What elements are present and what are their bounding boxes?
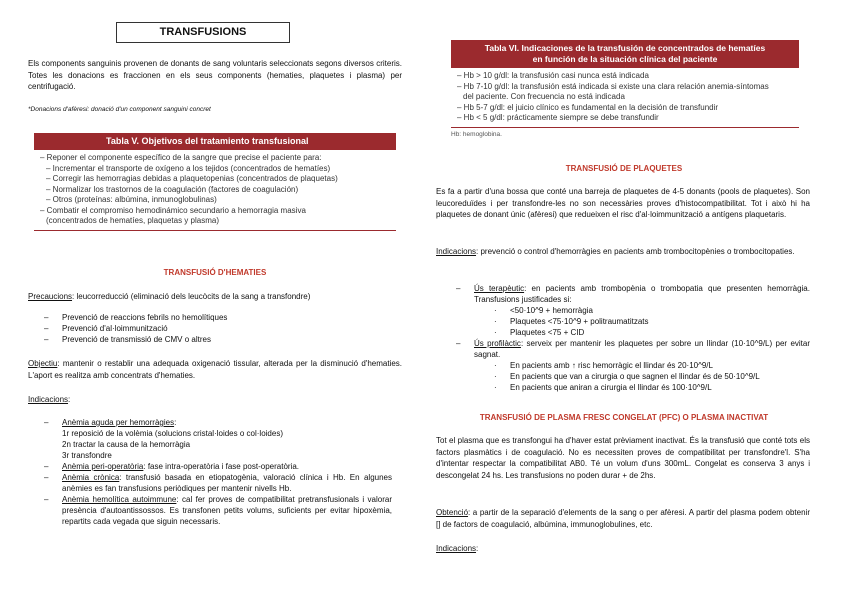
table-vi-line: – Hb > 10 g/dl: la transfusión casi nunca está indicada <box>457 71 649 80</box>
list-item: · Plaquetes <75 + CID <box>494 328 585 337</box>
plasma-paragraph: Tot el plasma que es transfongui ha d'haver estat prèviament inactivat. És la transfusió que conté tots els factors plasmàtics i de coagulació. No es necessiten proves de compatibilitat per transfondre'l. S'ha d'intentar respectar la compatibilitat AB0. Té un volum d'uns 300mL. Congelat es conserva 3 anys i descongelat 24 hs. Les transfusions no poden durar + de 2hs. <box>436 436 810 480</box>
plasma-heading: TRANSFUSIÓ DE PLASMA FRESC CONGELAT (PFC) O PLASMA INACTIVAT <box>479 413 769 422</box>
list-item: · En pacients que van a cirurgia o que sagnen el llindar és de 50·10^9/L <box>494 372 760 381</box>
table-vi <box>451 40 799 138</box>
list-item: 2n tractar la causa de la hemorràgia <box>62 440 191 449</box>
indicacions-list <box>44 417 392 527</box>
precaucions-label: Precaucions <box>28 292 73 301</box>
table-vi-line: – Hb 7-10 g/dl: la transfusión está indicada si existe una clara relación anemia-síntomas <box>457 81 769 91</box>
table-vi-line: del paciente. Con frecuencia no está indicada <box>463 92 625 101</box>
precaucions-text: : leucorreducció (eliminació dels leucòcits de la sang a transfondre) <box>72 292 311 301</box>
table-v-line: (concentrados de hematíes, plaquetas y plasma) <box>46 216 219 225</box>
plaquetes-indicacions: Indicacions: prevenció o control d'hemorràgies en pacients amb trombocitopènies o trombocitopaties. <box>436 247 795 256</box>
plasma-indicacions: Indicacions: <box>436 544 479 553</box>
plaquetes-paragraph: Es fa a partir d'una bossa que conté una barreja de plaquetes de 4-5 donants (pools de plaquetes). Son leucoreduïdes i per transfondre-les no son necessàries proves d'histocompatibilitat. Tot i això hi ha plaquetes de donant únic (afèresi) que redueixen el risc d'al·loimmunització a antígens plaquetaris. <box>436 187 810 219</box>
list-item: – Prevenció de transmissió de CMV o altres <box>44 335 211 344</box>
table-v-line: – Incrementar el transporte de oxígeno a los tejidos (concentrados de hematíes) <box>46 163 331 173</box>
list-item: – Anèmia peri-operatòria: fase intra-operatòria i fase post-operatòria. <box>44 462 300 471</box>
objectiu-label: Objectiu <box>28 359 58 368</box>
footnote: *Donacions d'afèresi: donació d'un component sanguini concret <box>28 106 211 113</box>
list-item: – Ús profilàctic: serveix per mantenir les plaquetes per sobre un llindar (10·10^9/L) per evitar sagnat. <box>456 339 811 359</box>
table-v-line: – Reponer el componente específico de la sangre que precise el paciente para: <box>40 153 322 162</box>
indicacions-hematies: Indicacions: <box>28 395 71 404</box>
list-item: – Prevenció d'al·loimmunització <box>44 324 168 333</box>
precaucions <box>28 291 402 303</box>
table-v-line: – Combatir el compromiso hemodinámico secundario a hemorragia masiva <box>40 205 306 215</box>
plasma-obtencio: Obtenció: a partir de la separació d'elements de la sang o per afèresi. A partir del plasma podem obtenir [] de factors de coagulació, albúmina, immunoglobulines, etc. <box>436 508 810 529</box>
objectiu <box>28 358 402 381</box>
list-item: – Anèmia crònica: transfusió basada en etiopatogènia, valoració clínica i Hb. En algunes anèmies es fan transfusions periòdiques per mantenir nivells Hb. <box>44 473 392 493</box>
plaquetes-uses <box>456 283 810 393</box>
intro-paragraph: Els components sanguinis provenen de donants de sang voluntaris seleccionats segons diversos criteris. Totes les donacions es fraccionen en els seus components (hematies, plaquetes i plasma) per centrifugació. <box>28 59 402 91</box>
table-vi-footnote: Hb: hemoglobina. <box>451 130 502 138</box>
precaucions-list <box>44 312 394 345</box>
table-v <box>34 133 396 231</box>
table-v-line: – Corregir las hemorragias debidas a plaquetopenias (concentrados de plaquetas) <box>46 174 338 183</box>
list-item: · En pacients amb ↑ risc hemorràgic el llindar és 20·10^9/L <box>494 361 713 370</box>
list-item: · En pacients que aniran a cirurgia el llindar és 100·10^9/L <box>494 383 712 392</box>
plaquetes-heading: TRANSFUSIÓ DE PLAQUETES <box>565 164 683 173</box>
table-v-line: – Normalizar los trastornos de la coagulación (factores de coagulación) <box>46 184 299 194</box>
table-vi-header: Tabla VI. Indicaciones de la transfusión de concentrados de hematíes en función de la situación clínica del paciente <box>451 40 799 68</box>
table-vi-line: – Hb < 5 g/dl: prácticamente siempre se debe transfundir <box>457 113 659 122</box>
indicacions-label: Indicacions <box>28 395 69 404</box>
table-v-header: Tabla V. Objetivos del tratamiento transfusional <box>34 133 396 150</box>
hematies-heading: TRANSFUSIÓ D'HEMATIES <box>163 268 267 277</box>
table-vi-line: – Hb 5-7 g/dl: el juicio clínico es fundamental en la decisión de transfundir <box>457 102 719 112</box>
list-item: – Anèmia hemolítica autoimmune: cal fer proves de compatibilitat pretransfusionals i valorar presència d'autoantissossos. Es transfonen petits volums, suficients per evitar hipoxèmia, repartits cada vegada que siguin necessaris. <box>44 495 392 526</box>
page-title: TRANSFUSIONS <box>116 22 290 43</box>
list-item: – Ús terapèutic: en pacients amb trombopènia o trombopatia que presenten hemorràgia. Transfusions justificades si: <box>456 284 810 304</box>
table-v-body <box>34 150 396 231</box>
list-item: – Anèmia aguda per hemorràgies: <box>44 418 177 427</box>
list-item: · <50·10^9 + hemorràgia <box>494 306 593 315</box>
objectiu-text: : mantenir o restablir una adequada oxigenació tissular, alterada per la disminució d'hematies. L'aport es realitza amb concentrats d'hematies. <box>28 359 402 380</box>
table-vi-body <box>451 68 799 128</box>
list-item: · Plaquetes <75·10^9 + politraumatitzats <box>494 317 649 326</box>
list-item: 1r reposició de la volèmia (solucions cristal·loides o col·loides) <box>62 429 283 438</box>
table-v-line: – Otros (proteínas: albúmina, inmunoglobulinas) <box>46 195 217 204</box>
list-item: 3r transfondre <box>62 451 112 460</box>
list-item: – Prevenció de reaccions febrils no hemolítiques <box>44 313 228 322</box>
